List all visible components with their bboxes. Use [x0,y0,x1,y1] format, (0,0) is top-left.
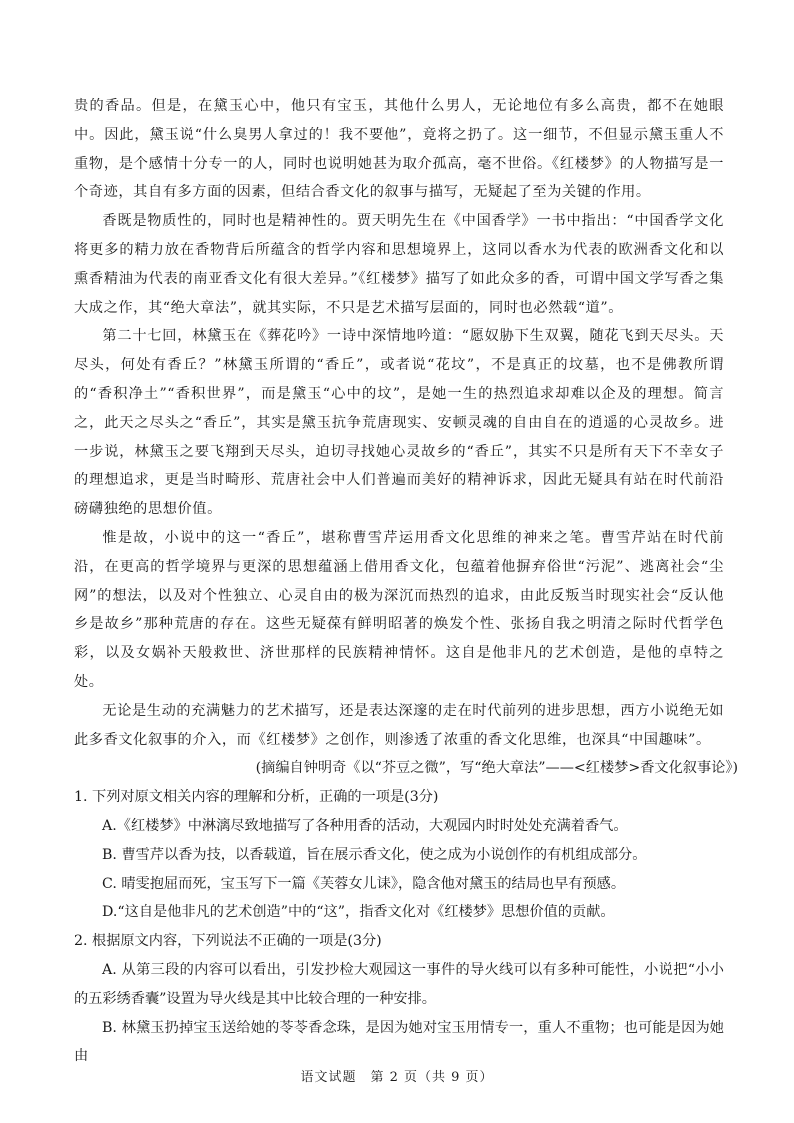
question-1-option-b: B. 曹雪芹以香为技，以香载道，旨在展示香文化，使之成为小说创作的有机组成部分。 [102,846,647,863]
passage-paragraph-1: 贵的香品。但是，在黛玉心中，他只有宝玉，其他什么男人，无论地位有多么高贵，都不在她眼中。因此，黛玉说“什么臭男人拿过的！我不要他”，竟将之扔了。这一细节，不但显示黛玉重人不重物，是个感情十分专一的人，同时也说明她甚为取介孤高，毫不世俗。《红楼梦》的人物描写是一个奇迹，其自有多方面的因素，但结合香文化的叙事与描写，无疑起了至为关键的作用。 [74,98,724,201]
question-1-option-a: A.《红楼梦》中淋漓尽致地描写了各种用香的活动，大观园内时时处处充满着香气。 [102,817,628,834]
question-1-option-d: D.“这自是他非凡的艺术创造”中的“这”，指香文化对《红楼梦》思想价值的贡献。 [102,904,615,921]
question-2-option-a: A. 从第三段的内容可以看出，引发抄检大观园这一事件的导火线可以有多种可能性，小说把“小小的五彩绣香囊”设置为导火线是其中比较合理的一种安排。 [74,961,724,1007]
question-2-option-b: B. 林黛玉扔掉宝玉送给她的苓苓香念珠，是因为她对宝玉用情专一，重人不重物；也可能是因为她由 [74,1019,724,1065]
question-2-stem: 2. 根据原文内容，下列说法不正确的一项是(3分) [74,933,382,950]
passage-paragraph-4: 惟是故，小说中的这一“香丘”，堪称曹雪芹运用香文化思维的神来之笔。曹雪芹站在时代前沿，在更高的哲学境界与更深的思想蕴涵上借用香文化，包蕴着他摒弃俗世“污泥”、逃离社会“尘网”的想法，以及对个性独立、心灵自由的极为深沉而热烈的追求，由此反叛当时现实社会“反认他乡是故乡”那种荒唐的存在。这些无疑葆有鲜明昭著的焕发个性、张扬自我之明清之际时代哲学色彩，以及女娲补天般救世、济世那样的民族精神情怀。这自是他非凡的艺术创造，是他的卓特之处。 [74,529,724,690]
passage-paragraph-5: 无论是生动的充满魅力的艺术描写，还是表达深邃的走在时代前列的进步思想，西方小说绝无如此多香文化叙事的介入，而《红楼梦》之创作，则渗透了浓重的香文化思维，也深具“中国趣味”。 [74,702,724,748]
exam-page-body [74,92,738,1071]
question-1-option-c: C. 晴雯抱屈而死，宝玉写下一篇《芙蓉女儿诔》，隐含他对黛玉的结局也早有预感。 [102,875,626,892]
question-1-stem: 1. 下列对原文相关内容的理解和分析，正确的一项是(3分) [74,789,439,806]
passage-paragraph-2: 香既是物质性的，同时也是精神性的。贾天明先生在《中国香学》一书中指出：“中国香学文化将更多的精力放在香物背后所蕴含的哲学内容和思想境界上，这同以香水为代表的欧洲香文化和以熏香精油为代表的南亚香文化有很大差异。”《红楼梦》描写了如此众多的香，可谓中国文学写香之集大成之作，其“绝大章法”，就其实际，不只是艺术描写层面的，同时也必然载“道”。 [74,213,724,316]
passage-paragraph-3: 第二十七回，林黛玉在《葬花吟》一诗中深情地吟道：“愿奴胁下生双翼，随花飞到天尽头。天尽头，何处有香丘？”林黛玉所谓的“香丘”，或者说“花坟”，不是真正的坟墓，也不是佛教所谓的“香积净土”“香积世界”，而是黛玉“心中的坟”，是她一生的热烈追求却难以企及的理想。简言之，此天之尽头之“香丘”，其实是黛玉抗争荒唐现实、安顿灵魂的自由自在的逍遥的心灵故乡。进一步说，林黛玉之要飞翔到天尽头，迫切寻找她心灵故乡的“香丘”，其实不只是所有天下不幸女子的理想追求，更是当时畸形、荒唐社会中人们普遍而美好的精神诉求，因此无疑具有站在时代前沿磅礴独绝的思想价值。 [74,328,724,518]
passage-source: (摘编自钟明奇《以“芥豆之微”，写“绝大章法”——<红楼梦>香文化叙事论》) [255,760,738,777]
page-footer: 语文试题 第 2 页（共 9 页） [300,1070,494,1085]
